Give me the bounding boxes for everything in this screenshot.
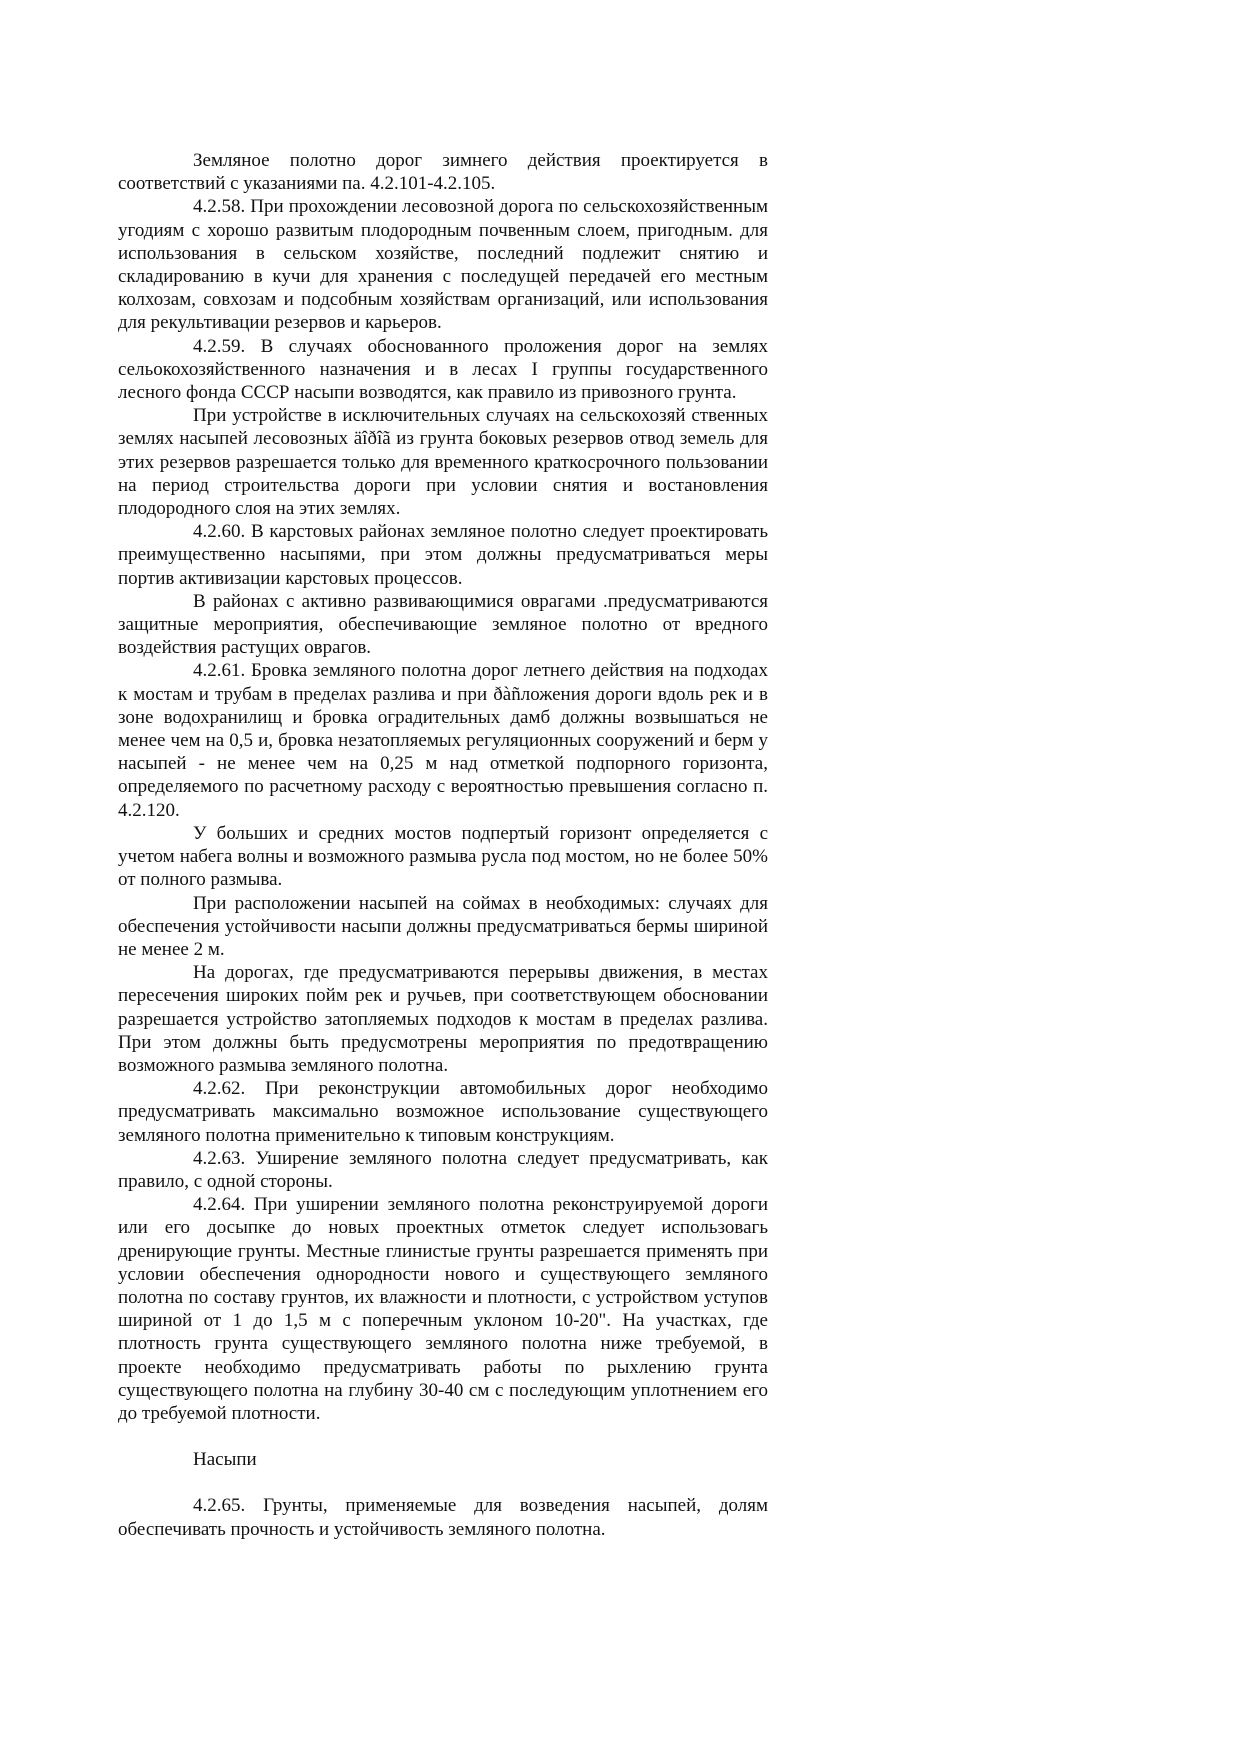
- paragraph-4-2-61: 4.2.61. Бровка земляного полотна дорог летнего действия на подходах к мостам и трубам в пределах разлива и при ðàñложения дороги вдоль рек и в зоне водохранилищ и бровка оградительных дамб должны возвышаться не менее чем на 0,5 и, бровка незатопляемых регуляционных сооружений и берм у насыпей - не менее чем на 0,25 м над отметкой подпорного горизонта, определяемого по расчетному расходу с вероятностью превышения согласно п. 4.2.120.: [118, 660, 768, 821]
- paragraph-4-2-64: 4.2.64. При уширении земляного полотна реконструируемой дороги или его досыпке до новых проектных отметок следует использовагь дренирующие грунты. Местные глинистые грунты разрешается применять при условии обеспечения однородности нового и существующего земляного полотна по составу грунтов, их влажности и плотности, с устройством уступов шириной от 1 до 1,5 м с поперечным уклоном 10-20". На участках, где плотность грунта существующего земляного полотна ниже требуемой, в проекте необходимо предусматривать работы по рыхлению грунта существующего полотна на глубину 30-40 см с последующим уплотнением его до требуемой плотности.: [118, 1194, 768, 1424]
- section-heading: Насыпи: [193, 1449, 257, 1471]
- paragraph-traffic-breaks: На дорогах, где предусматриваются перерывы движения, в местах пересечения широких пойм рек и ручьев, при соответствующем обосновании разрешается устройство затопляемых подходов к мостам в пределах разлива. При этом должны быть предусмотрены мероприятия по предотвращению возможного размыва земляного полотна.: [118, 962, 768, 1076]
- paragraph-4-2-60: 4.2.60. В карстовых районах земляное полотно следует проектировать преимущественно насыпями, при этом должны предусматриваться меры портив активизации карстовых процессов.: [118, 521, 768, 589]
- paragraph-4-2-65: 4.2.65. Грунты, применяемые для возведения насыпей, долям обеспечивать прочность и устойчивость земляного полотна.: [118, 1495, 768, 1540]
- paragraph-4-2-63: 4.2.63. Уширение земляного полотна следует предусматривать, как правило, с одной стороны.: [118, 1147, 768, 1192]
- paragraph-agricultural-lands: При устройстве в исключительных случаях на сельскохозяй ственных землях насыпей лесовозных äîðîã из грунта боковых резервов отвод земель для этих резервов разрешается только для временного краткосрочного пользовании на период строительства дороги при условии снятия и востановления плодородного слоя на этих землях.: [118, 405, 768, 520]
- paragraph-winter-roads: Земляное полотно дорог зимнего действия проектируется в соответствий с указаниями па. 4.2.101-4.2.105.: [118, 150, 768, 195]
- paragraph-4-2-58: 4.2.58. При прохождении лесовозной дорога по сельскохозяйственным угодиям с хорошо развитым плодородным почвенным слоем, пригодным. для использования в сельском хозяйстве, последний подлежит снятию и складированию в кучи для хранения с последущей передачей его местным колхозам, совхозам и подсобным хозяйствам организаций, или использования для рекультивации резервов и карьеров.: [118, 196, 768, 334]
- paragraph-4-2-59: 4.2.59. В случаях обоснованного проложения дорог на землях сельокохозяйственного назначения и в лесах I группы государственного лесного фонда СССР насыпи возводятся, как правило из привозного грунта.: [118, 335, 768, 404]
- paragraph-ravines: В районах с активно развивающимися оврагами .предусматриваются защитные мероприятия, обеспечивающие земляное полотно от вредного воздействия растущих оврагов.: [118, 590, 768, 659]
- paragraph-berms: При расположении насыпей на соймах в необходимых: случаях для обеспечения устойчивости насыпи должны предусматриваться бермы шириной не менее 2 м.: [118, 892, 768, 960]
- paragraph-4-2-62: 4.2.62. При реконструкции автомобильных дорог необходимо предусматривать максимально возможное использование существующего земляного полотна применительно к типовым конструкциям.: [118, 1078, 768, 1146]
- paragraph-bridges-horizon: У больших и средних мостов подпертый горизонт определяется с учетом набега волны и возможного размыва русла под мостом, но не более 50% от полного размыва.: [118, 822, 768, 891]
- document-page: [118, 149, 768, 1541]
